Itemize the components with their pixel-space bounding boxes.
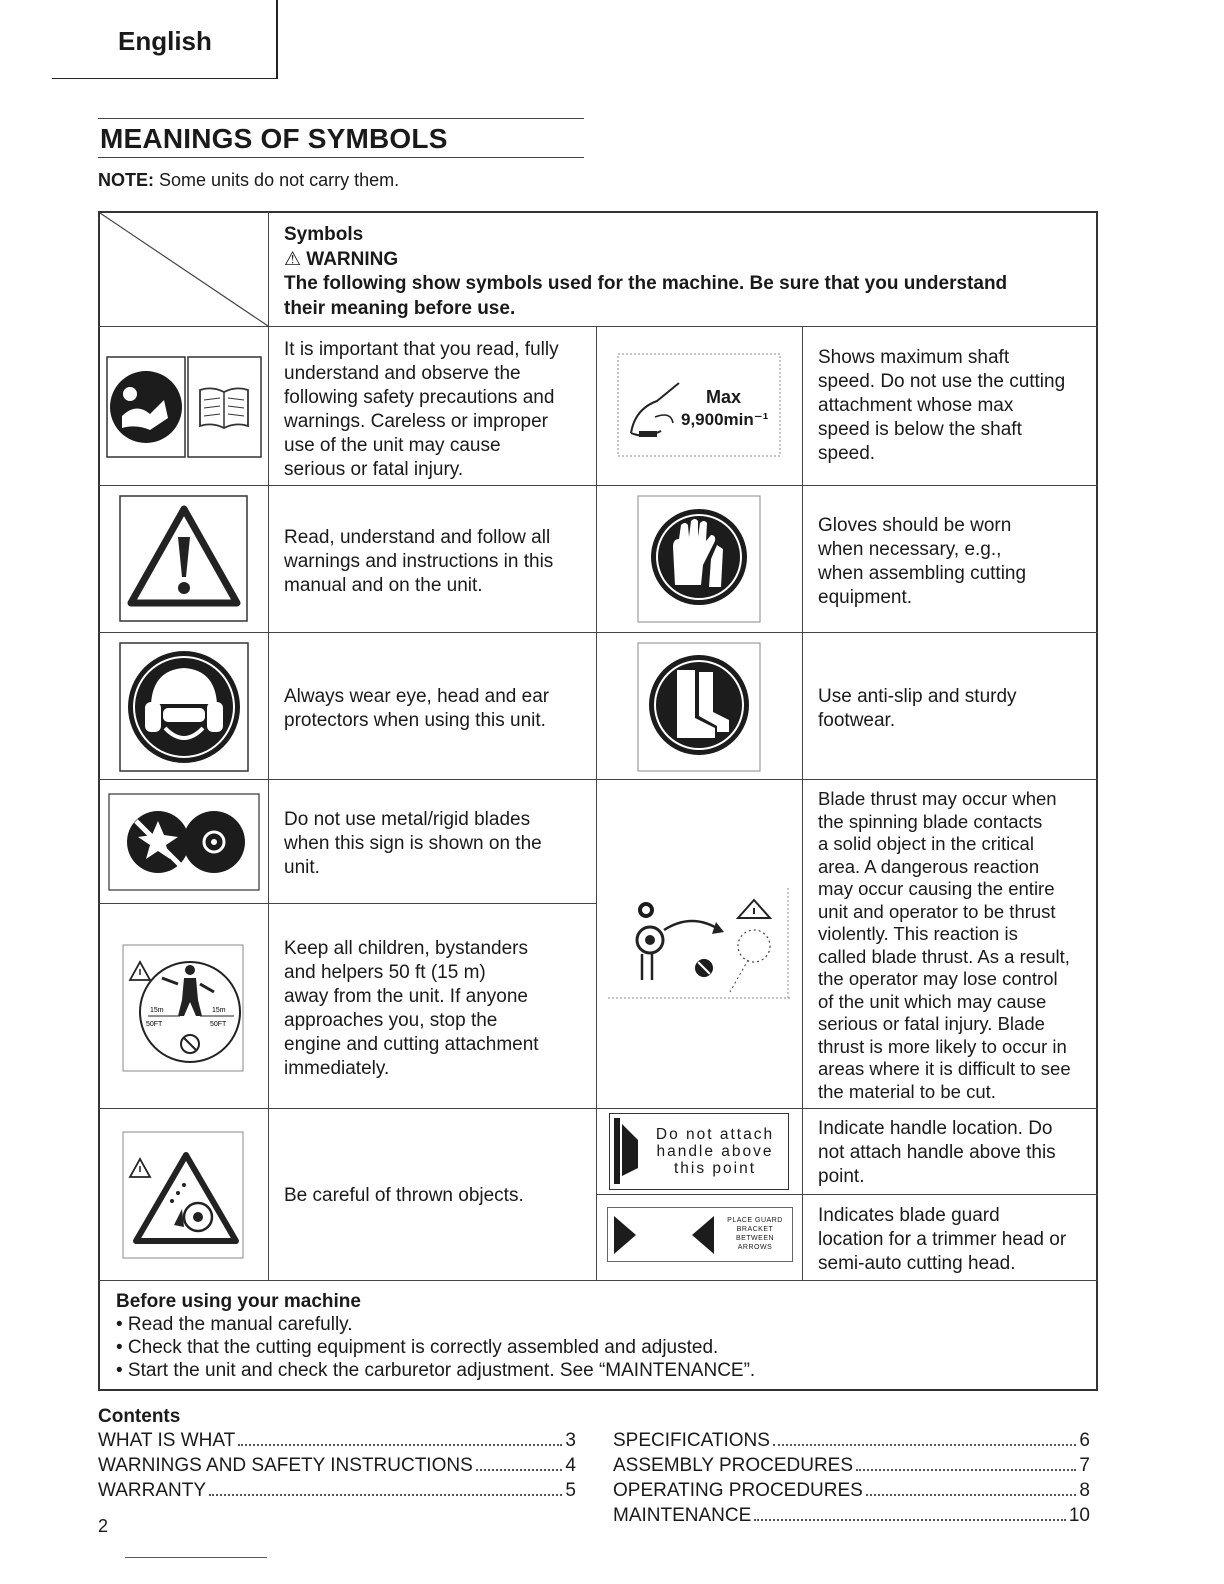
no-metal-text: Do not use metal/rigid blades when this sign is shown on the unit. <box>284 809 542 878</box>
row-divider <box>98 326 1098 327</box>
row-divider <box>98 1280 1098 1281</box>
footwear-text: Use anti-slip and sturdy footwear. <box>818 686 1017 731</box>
read-manual-text: It is important that you read, fully understand and observe the following safety precautions and warnings. Careless or improper use of the unit may cause serious or fatal injury. <box>284 339 559 480</box>
guard-sticker <box>607 1207 793 1262</box>
max-value: 9,900min⁻¹ <box>681 410 769 429</box>
footer-rule <box>125 1557 267 1558</box>
read-manual-icon <box>106 356 262 458</box>
max-label: Max <box>706 387 742 407</box>
max-speed-icon <box>617 353 781 457</box>
thrown-objects-icon <box>122 1131 244 1259</box>
page-number: 2 <box>98 1516 109 1536</box>
toc-entry[interactable]: OPERATING PROCEDURES 8 <box>613 1480 1090 1501</box>
right-arrow-icon <box>612 1214 638 1256</box>
left-arrow-icon <box>690 1214 716 1256</box>
warning-triangle-icon <box>119 495 249 623</box>
toc-entry[interactable]: SPECIFICATIONS 6 <box>613 1430 1090 1451</box>
before-title: Before using your machine <box>116 1291 361 1312</box>
language-tab <box>52 0 278 79</box>
language-label: English <box>118 26 212 56</box>
handle-label: Do not attach handle above this point <box>655 1126 775 1177</box>
toc-entry[interactable]: MAINTENANCE 10 <box>613 1505 1090 1526</box>
blade-thrust-text: Blade thrust may occur when the spinning blade contacts a solid object in the critical area. A dangerous reaction may occur causing the entire unit and operator to be thrust violently. This reaction is called blade thrust. As a result, the operator may lose control of the unit which may cause serious or fatal injury. Blade thrust is more likely to occur in areas where it is difficult to see the material to be cut. <box>818 788 1071 1102</box>
header-line-1: The following show symbols used for the machine. Be sure that you understand <box>284 273 1008 294</box>
row-divider <box>596 1194 1098 1195</box>
distance-label: 15m <box>212 1007 226 1014</box>
warning-label: ⚠ WARNING <box>284 249 399 270</box>
boots-icon <box>637 642 761 772</box>
gloves-icon <box>637 495 761 623</box>
keep-away-text: Keep all children, bystanders and helpers 50 ft (15 m) away from the unit. If anyone approaches you, stop the engine and cutting attachment immediately. <box>284 938 539 1079</box>
row-divider <box>98 903 596 904</box>
row-divider <box>98 1108 1098 1109</box>
row-divider <box>98 632 1098 633</box>
before-item: • Read the manual carefully. <box>116 1314 353 1335</box>
no-metal-blade-icon <box>108 793 260 891</box>
column-divider <box>268 211 269 1280</box>
handle-arrow-icon <box>612 1116 640 1186</box>
contents-title: Contents <box>98 1406 181 1427</box>
note-text: Some units do not carry them. <box>159 170 400 190</box>
keep-away-icon <box>122 944 244 1072</box>
blade-thrust-icon <box>608 888 790 1000</box>
gloves-text: Gloves should be worn when necessary, e.g., when assembling cutting equipment. <box>818 515 1027 608</box>
toc-entry[interactable]: WHAT IS WHAT 3 <box>98 1430 576 1451</box>
follow-warnings-text: Read, understand and follow all warnings and instructions in this manual and on the unit. <box>284 527 554 596</box>
thrown-objects-text: Be careful of thrown objects. <box>284 1185 524 1206</box>
before-item: • Check that the cutting equipment is correctly assembled and adjusted. <box>116 1337 719 1358</box>
toc-entry[interactable]: WARRANTY 5 <box>98 1480 576 1501</box>
section-heading <box>98 118 584 158</box>
distance-label: 15m <box>150 1007 164 1014</box>
row-divider <box>98 485 1098 486</box>
note <box>98 170 399 191</box>
toc-entry[interactable]: ASSEMBLY PROCEDURES 7 <box>613 1455 1090 1476</box>
column-divider <box>802 326 803 1280</box>
protective-gear-icon <box>119 642 249 772</box>
before-item: • Start the unit and check the carburetor adjustment. See “MAINTENANCE”. <box>116 1360 756 1381</box>
note-label: NOTE: <box>98 170 154 190</box>
symbols-label: Symbols <box>284 224 364 245</box>
header-line-2: their meaning before use. <box>284 298 516 319</box>
toc-entry[interactable]: WARNINGS AND SAFETY INSTRUCTIONS 4 <box>98 1455 576 1476</box>
protectors-text: Always wear eye, head and ear protectors when using this unit. <box>284 686 550 731</box>
distance-label: 50FT <box>146 1021 163 1028</box>
corner-diagonal <box>98 211 268 326</box>
distance-label: 50FT <box>210 1021 227 1028</box>
handle-text: Indicate handle location. Do not attach handle above this point. <box>818 1118 1056 1187</box>
guard-label: PLACE GUARD BRACKET BETWEEN ARROWS <box>727 1217 783 1251</box>
row-divider <box>98 779 1098 780</box>
page-title: MEANINGS OF SYMBOLS <box>100 123 448 154</box>
guard-text: Indicates blade guard location for a trimmer head or semi-auto cutting head. <box>818 1205 1067 1274</box>
column-divider <box>596 326 597 1280</box>
handle-sticker <box>609 1113 789 1190</box>
max-speed-text: Shows maximum shaft speed. Do not use the cutting attachment whose max speed is below the shaft speed. <box>818 347 1066 464</box>
